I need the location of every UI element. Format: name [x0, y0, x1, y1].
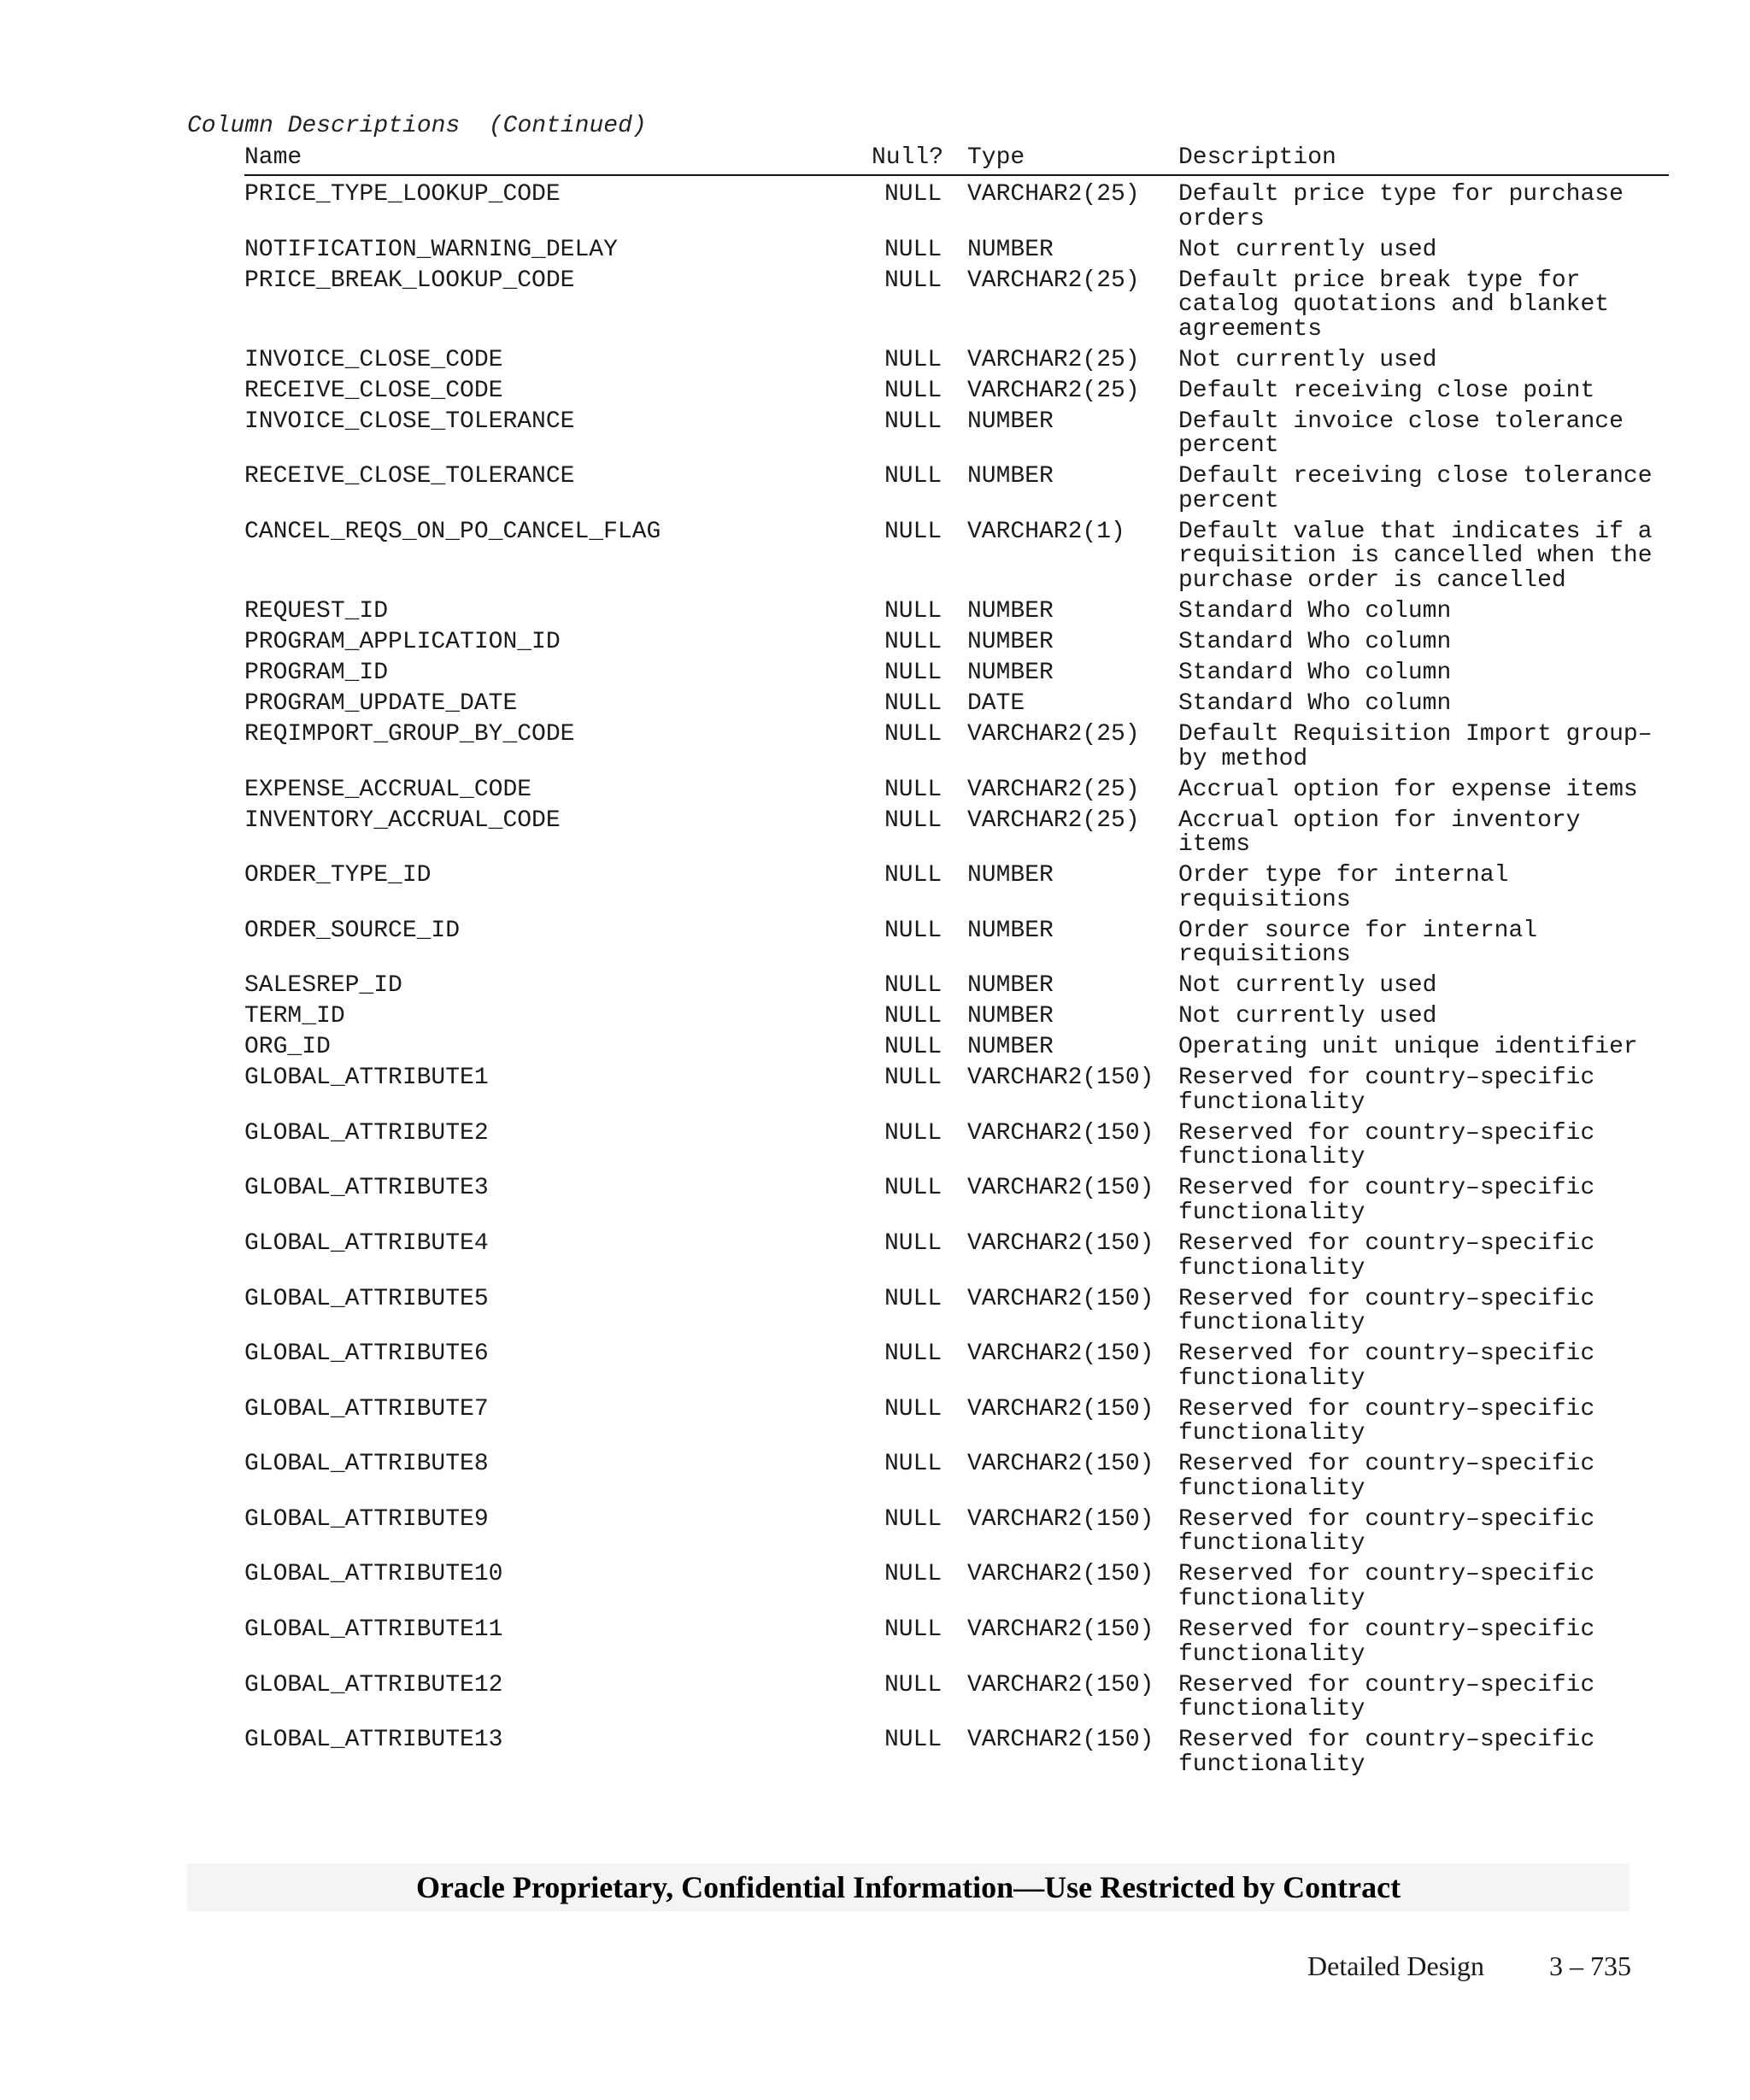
nullable-cell: NULL: [884, 807, 943, 834]
column-name-cell: GLOBAL_ATTRIBUTE8: [244, 1451, 489, 1478]
datatype-cell: VARCHAR2(150): [967, 1175, 1154, 1202]
description-cell: Reserved for country–specific functionality: [1178, 1119, 1595, 1171]
datatype-cell: NUMBER: [967, 1003, 1054, 1030]
datatype-cell: VARCHAR2(150): [967, 1340, 1154, 1368]
page-number: 3 – 735: [1549, 1950, 1631, 1981]
column-name-cell: CANCEL_REQS_ON_PO_CANCEL_FLAG: [244, 518, 661, 545]
table-row: [244, 410, 1669, 459]
datatype-cell: VARCHAR2(150): [967, 1065, 1154, 1092]
description-cell: Reserved for country–specific functionality: [1178, 1065, 1595, 1116]
nullable-cell: NULL: [884, 267, 943, 294]
description-cell: Reserved for country–specific functionality: [1178, 1671, 1595, 1723]
datatype-cell: VARCHAR2(25): [967, 720, 1140, 748]
nullable-cell: NULL: [884, 1119, 943, 1147]
nullable-cell: NULL: [884, 408, 943, 435]
nullable-cell: NULL: [884, 1727, 943, 1754]
datatype-cell: VARCHAR2(150): [967, 1119, 1154, 1147]
description-cell: Standard Who column: [1178, 689, 1452, 717]
description-cell: Default receiving close point: [1178, 377, 1595, 404]
description-cell: Reserved for country–specific functionality: [1178, 1561, 1595, 1613]
description-cell: Reserved for country–specific functionality: [1178, 1285, 1595, 1337]
nullable-cell: NULL: [884, 377, 943, 404]
table-row: [244, 346, 1669, 373]
datatype-cell: NUMBER: [967, 236, 1054, 263]
column-name-cell: REQIMPORT_GROUP_BY_CODE: [244, 720, 575, 748]
nullable-cell: NULL: [884, 862, 943, 889]
description-cell: Operating unit unique identifier: [1178, 1034, 1638, 1061]
column-header-name: Name: [244, 144, 302, 171]
column-name-cell: PROGRAM_ID: [244, 660, 389, 686]
column-table-body: [244, 183, 1669, 1784]
column-name-cell: GLOBAL_ATTRIBUTE10: [244, 1561, 503, 1588]
description-cell: Order source for internal requisitions: [1178, 917, 1538, 969]
table-row: [244, 465, 1669, 513]
table-row: [244, 238, 1669, 263]
column-name-cell: EXPENSE_ACCRUAL_CODE: [244, 776, 532, 803]
column-name-cell: INVOICE_CLOSE_CODE: [244, 346, 503, 373]
column-name-cell: RECEIVE_CLOSE_TOLERANCE: [244, 463, 575, 490]
description-cell: Reserved for country–specific functionality: [1178, 1340, 1595, 1392]
table-row: [244, 661, 1669, 686]
table-row: [244, 809, 1669, 858]
datatype-cell: VARCHAR2(150): [967, 1451, 1154, 1478]
description-cell: Standard Who column: [1178, 629, 1452, 656]
column-name-cell: GLOBAL_ATTRIBUTE1: [244, 1065, 489, 1092]
datatype-cell: NUMBER: [967, 598, 1054, 625]
column-header-type: Type: [967, 144, 1025, 171]
table-row: [244, 778, 1669, 803]
nullable-cell: NULL: [884, 720, 943, 748]
nullable-cell: NULL: [884, 1065, 943, 1092]
description-cell: Reserved for country–specific functionality: [1178, 1451, 1595, 1502]
description-cell: Standard Who column: [1178, 598, 1452, 625]
nullable-cell: NULL: [884, 689, 943, 717]
table-header: [244, 144, 1669, 176]
column-name-cell: TERM_ID: [244, 1003, 345, 1030]
nullable-cell: NULL: [884, 236, 943, 263]
datatype-cell: NUMBER: [967, 862, 1054, 889]
datatype-cell: VARCHAR2(150): [967, 1671, 1154, 1698]
datatype-cell: NUMBER: [967, 408, 1054, 435]
nullable-cell: NULL: [884, 1175, 943, 1202]
nullable-cell: NULL: [884, 1285, 943, 1312]
column-name-cell: GLOBAL_ATTRIBUTE7: [244, 1395, 489, 1422]
datatype-cell: NUMBER: [967, 917, 1054, 944]
nullable-cell: NULL: [884, 346, 943, 373]
confidential-notice: Oracle Proprietary, Confidential Information––Use Restricted by Contract: [415, 1870, 1401, 1904]
column-name-cell: INVOICE_CLOSE_TOLERANCE: [244, 408, 575, 435]
description-cell: Default price break type for catalog quotations and blanket agreements: [1178, 267, 1610, 343]
description-cell: Standard Who column: [1178, 660, 1452, 686]
section-caption: Column Descriptions (Continued): [187, 113, 647, 139]
column-header-description: Description: [1178, 144, 1336, 171]
nullable-cell: NULL: [884, 1340, 943, 1368]
nullable-cell: NULL: [884, 1505, 943, 1533]
column-name-cell: GLOBAL_ATTRIBUTE5: [244, 1285, 489, 1312]
table-row: [244, 1176, 1669, 1225]
nullable-cell: NULL: [884, 1003, 943, 1030]
column-name-cell: INVENTORY_ACCRUAL_CODE: [244, 807, 561, 834]
column-header-null: Null?: [872, 144, 944, 171]
description-cell: Default value that indicates if a requisition is cancelled when the purchase order is cancelled: [1178, 518, 1653, 595]
description-cell: Default receiving close tolerance percent: [1178, 463, 1653, 514]
datatype-cell: VARCHAR2(25): [967, 807, 1140, 834]
table-row: [244, 974, 1669, 999]
table-row: [244, 919, 1669, 968]
description-cell: Not currently used: [1178, 346, 1437, 373]
description-cell: Default price type for purchase orders: [1178, 181, 1624, 232]
datatype-cell: VARCHAR2(25): [967, 181, 1140, 208]
column-name-cell: NOTIFICATION_WARNING_DELAY: [244, 236, 618, 263]
description-cell: Not currently used: [1178, 236, 1437, 263]
column-name-cell: PROGRAM_APPLICATION_ID: [244, 629, 561, 656]
datatype-cell: NUMBER: [967, 1034, 1054, 1061]
nullable-cell: NULL: [884, 1034, 943, 1061]
datatype-cell: VARCHAR2(25): [967, 346, 1140, 373]
datatype-cell: VARCHAR2(150): [967, 1616, 1154, 1643]
datatype-cell: VARCHAR2(150): [967, 1229, 1154, 1257]
table-row: [244, 269, 1669, 343]
table-row: [244, 1671, 1669, 1723]
datatype-cell: VARCHAR2(25): [967, 267, 1140, 294]
description-cell: Not currently used: [1178, 1003, 1437, 1030]
column-name-cell: GLOBAL_ATTRIBUTE11: [244, 1616, 503, 1643]
column-name-cell: GLOBAL_ATTRIBUTE2: [244, 1119, 489, 1147]
nullable-cell: NULL: [884, 1229, 943, 1257]
table-row: [244, 1066, 1669, 1115]
datatype-cell: NUMBER: [967, 972, 1054, 1000]
column-name-cell: ORDER_TYPE_ID: [244, 862, 432, 889]
column-name-cell: ORG_ID: [244, 1034, 331, 1061]
table-row: [244, 1119, 1669, 1171]
footer-section-title: Detailed Design: [1307, 1950, 1485, 1981]
column-name-cell: SALESREP_ID: [244, 972, 402, 1000]
nullable-cell: NULL: [884, 1451, 943, 1478]
description-cell: Accrual option for expense items: [1178, 776, 1638, 803]
nullable-cell: NULL: [884, 972, 943, 1000]
description-cell: Reserved for country–specific functionality: [1178, 1505, 1595, 1557]
table-row: [244, 631, 1669, 655]
nullable-cell: NULL: [884, 598, 943, 625]
datatype-cell: NUMBER: [967, 629, 1054, 656]
table-row: [244, 1563, 1669, 1611]
column-name-cell: GLOBAL_ATTRIBUTE4: [244, 1229, 489, 1257]
description-cell: Accrual option for inventory items: [1178, 807, 1581, 859]
table-row: [244, 1728, 1669, 1777]
datatype-cell: VARCHAR2(150): [967, 1505, 1154, 1533]
column-name-cell: REQUEST_ID: [244, 598, 389, 625]
nullable-cell: NULL: [884, 660, 943, 686]
column-name-cell: PROGRAM_UPDATE_DATE: [244, 689, 518, 717]
nullable-cell: NULL: [884, 518, 943, 545]
column-name-cell: PRICE_TYPE_LOOKUP_CODE: [244, 181, 561, 208]
nullable-cell: NULL: [884, 917, 943, 944]
column-name-cell: GLOBAL_ATTRIBUTE6: [244, 1340, 489, 1368]
column-name-cell: GLOBAL_ATTRIBUTE3: [244, 1175, 489, 1202]
column-name-cell: PRICE_BREAK_LOOKUP_CODE: [244, 267, 575, 294]
nullable-cell: NULL: [884, 629, 943, 656]
column-name-cell: GLOBAL_ATTRIBUTE12: [244, 1671, 503, 1698]
table-row: [244, 864, 1669, 912]
table-row: [244, 1395, 1669, 1447]
description-cell: Reserved for country–specific functionality: [1178, 1616, 1595, 1668]
nullable-cell: NULL: [884, 1395, 943, 1422]
datatype-cell: VARCHAR2(150): [967, 1395, 1154, 1422]
table-row: [244, 1505, 1669, 1557]
table-row: [244, 1285, 1669, 1337]
nullable-cell: NULL: [884, 776, 943, 803]
description-cell: Order type for internal requisitions: [1178, 862, 1509, 913]
column-name-cell: GLOBAL_ATTRIBUTE9: [244, 1505, 489, 1533]
description-cell: Reserved for country–specific functionality: [1178, 1229, 1595, 1282]
table-row: [244, 720, 1669, 772]
nullable-cell: NULL: [884, 1616, 943, 1643]
datatype-cell: VARCHAR2(25): [967, 776, 1140, 803]
table-row: [244, 1452, 1669, 1501]
datatype-cell: VARCHAR2(25): [967, 377, 1140, 404]
column-name-cell: ORDER_SOURCE_ID: [244, 917, 461, 944]
table-row: [244, 183, 1669, 232]
datatype-cell: VARCHAR2(150): [967, 1727, 1154, 1754]
description-cell: Default Requisition Import group–by method: [1178, 720, 1653, 772]
description-cell: Default invoice close tolerance percent: [1178, 408, 1624, 460]
table-row: [244, 600, 1669, 625]
table-row: [244, 1618, 1669, 1667]
datatype-cell: VARCHAR2(1): [967, 518, 1125, 545]
column-name-cell: GLOBAL_ATTRIBUTE13: [244, 1727, 503, 1754]
table-row: [244, 379, 1669, 404]
nullable-cell: NULL: [884, 181, 943, 208]
table-row: [244, 1342, 1669, 1391]
confidential-notice-band: [187, 1863, 1630, 1911]
datatype-cell: VARCHAR2(150): [967, 1561, 1154, 1588]
nullable-cell: NULL: [884, 1561, 943, 1588]
datatype-cell: NUMBER: [967, 463, 1054, 490]
description-cell: Reserved for country–specific functionality: [1178, 1727, 1595, 1778]
table-row: [244, 520, 1669, 594]
description-cell: Not currently used: [1178, 972, 1437, 1000]
datatype-cell: VARCHAR2(150): [967, 1285, 1154, 1312]
nullable-cell: NULL: [884, 1671, 943, 1698]
datatype-cell: NUMBER: [967, 660, 1054, 686]
datatype-cell: DATE: [967, 689, 1025, 717]
table-row: [244, 1035, 1669, 1060]
description-cell: Reserved for country–specific functionality: [1178, 1175, 1595, 1226]
table-row: [244, 1005, 1669, 1029]
column-name-cell: RECEIVE_CLOSE_CODE: [244, 377, 503, 404]
table-row: [244, 689, 1669, 717]
nullable-cell: NULL: [884, 463, 943, 490]
description-cell: Reserved for country–specific functionality: [1178, 1395, 1595, 1447]
table-row: [244, 1229, 1669, 1282]
